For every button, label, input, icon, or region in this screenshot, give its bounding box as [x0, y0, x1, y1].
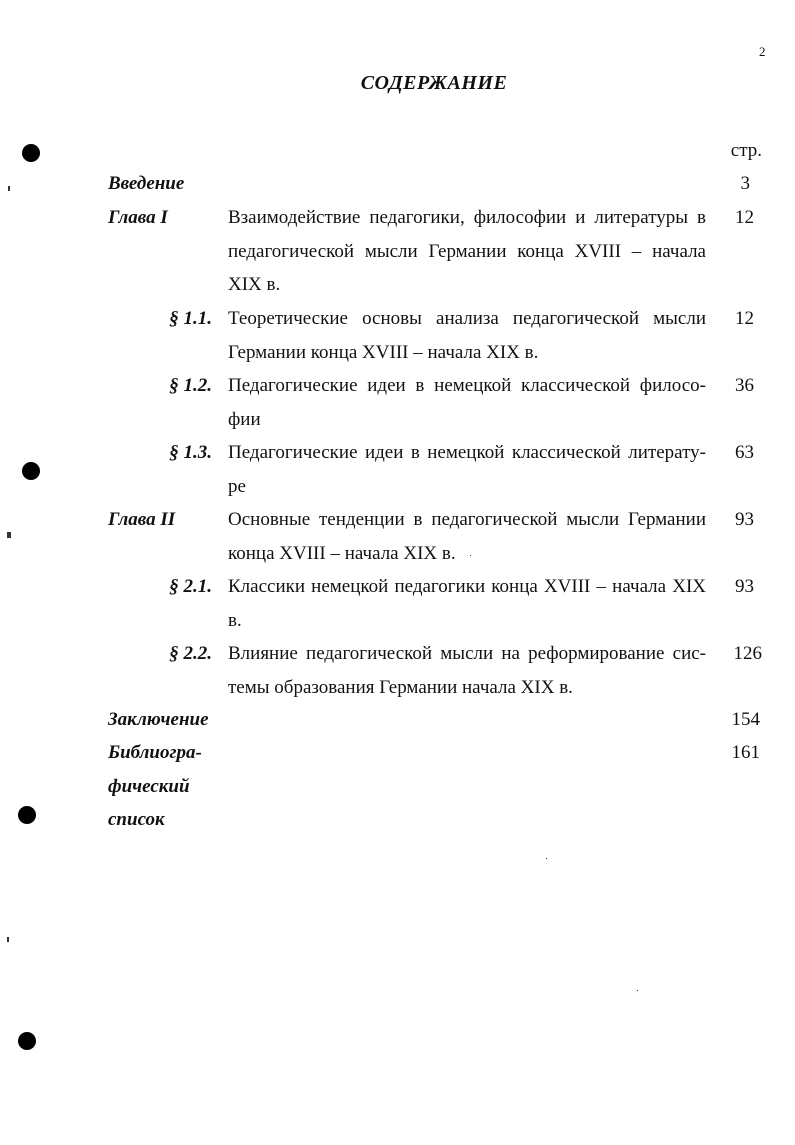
toc-entry-text: Педагогические идеи в немецкой классической филосо-фии: [228, 375, 706, 430]
page-title: СОДЕРЖАНИЕ: [360, 72, 508, 94]
toc-entry-text: Педагогические идеи в немецкой классической литерату-ре: [228, 442, 706, 497]
toc-entry-text: Влияние педагогической мысли на реформирование сис-темы образования Германии начала XIX в.: [228, 643, 706, 698]
toc-entry-introduction: [0, 167, 795, 201]
toc-entry-label: § 1.1.: [169, 308, 212, 329]
toc-entry-label: Глава I: [108, 207, 168, 228]
toc-entry-text: Классики немецкой педагогики конца XVIII – начала XIX в.: [228, 576, 706, 631]
toc-entry-chapter-1: [0, 201, 795, 301]
toc-entry-text: Теоретические основы анализа педагогической мысли Германии конца XVIII – начала XIX в.: [228, 308, 706, 363]
toc-entry-label: Заключение: [108, 709, 209, 730]
toc-entry-page: 93: [735, 576, 754, 597]
scan-speck: [637, 990, 638, 991]
toc-entry-page: 154: [731, 709, 760, 730]
scan-speck: [470, 555, 471, 556]
punch-hole: [22, 144, 40, 162]
toc-entry-page: 12: [735, 308, 754, 329]
toc-entry-section-1-2: [0, 369, 795, 436]
page-column-header: стр.: [730, 140, 762, 161]
scan-speck: [8, 186, 10, 191]
toc-entry-page: 93: [735, 509, 754, 530]
toc-entry-label: Библиогра-фический список: [108, 742, 202, 830]
toc-entry-page: 161: [731, 742, 760, 763]
scan-speck: [7, 532, 11, 538]
toc-entry-page: 63: [735, 442, 754, 463]
toc-entry-section-1-1: [0, 302, 795, 369]
toc-entry-conclusion: [0, 703, 795, 737]
toc-entry-label: § 2.1.: [169, 576, 212, 597]
toc-entry-chapter-2: [0, 503, 795, 570]
page-number: 2: [759, 44, 766, 59]
punch-hole: [18, 1032, 36, 1050]
toc-entry-section-2-2: [0, 637, 795, 704]
toc-entry-section-2-1: [0, 570, 795, 637]
toc-entry-label: Глава II: [108, 509, 176, 530]
toc-entry-label: § 1.2.: [169, 375, 212, 396]
toc-entry-text: Взаимодействие педагогики, философии и литературы в педагогической мысли Германии конца XVIII – начала XIX в.: [228, 207, 706, 295]
toc-entry-label: Введение: [108, 173, 185, 194]
toc-entry-label: § 2.2.: [169, 643, 212, 664]
scan-speck: [546, 858, 547, 859]
toc-entry-page: 3: [740, 173, 750, 194]
toc-entry-bibliography: [0, 736, 795, 837]
punch-hole: [18, 806, 36, 824]
toc-entry-label: § 1.3.: [169, 442, 212, 463]
toc-entry-page: 12: [735, 207, 754, 228]
toc-entry-page: 36: [735, 375, 754, 396]
toc-entry-page: 126: [733, 643, 762, 664]
scan-speck: [7, 937, 9, 942]
punch-hole: [22, 462, 40, 480]
toc-entry-section-1-3: [0, 436, 795, 503]
toc-entry-text: Основные тенденции в педагогической мысли Германии конца XVIII – начала XIX в.: [228, 509, 706, 564]
